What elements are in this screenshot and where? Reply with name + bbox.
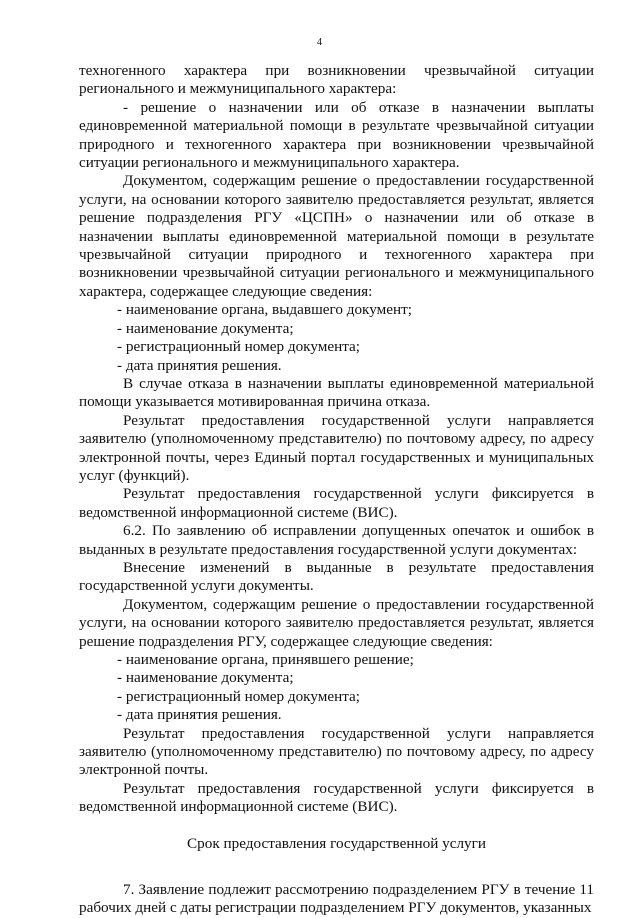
paragraph: 7. Заявление подлежит рассмотрению подразделением РГУ в течение 11 рабочих дней с даты регистрации подразделением РГУ документов, указанных xyxy=(79,881,594,917)
paragraph: Результат предоставления государственной услуги фиксируется в ведомственной информационной системе (ВИС). xyxy=(79,779,594,816)
list-item: - дата принятия решения. xyxy=(117,706,282,724)
paragraph: 6.2. По заявлению об исправлении допущенных опечаток и ошибок в выданных в результате предоставления государственной услуги документах: xyxy=(79,522,594,558)
paragraph: Результат предоставления государственной услуги направляется заявителю (уполномоченному представителю) по почтовому адресу, по адресу электронной почты. xyxy=(79,724,594,779)
list-item: - наименование органа, принявшего решение; xyxy=(117,651,414,668)
page-number: 4 xyxy=(317,37,322,48)
list-item: - регистрационный номер документа; xyxy=(117,338,360,356)
section-heading: Срок предоставления государственной услуги xyxy=(187,834,486,852)
document-body xyxy=(79,62,594,918)
list-item: - наименование документа; xyxy=(117,319,294,337)
paragraph: Результат предоставления государственной услуги фиксируется в ведомственной информационной системе (ВИС). xyxy=(79,485,594,521)
list-item: - наименование органа, выдавшего документ; xyxy=(117,301,412,319)
paragraph: Результат предоставления государственной услуги направляется заявителю (уполномоченному представителю) по почтовому адресу, по адресу электронной почты, через Единый портал государственных и муниципальных услуг (функций). xyxy=(79,411,594,484)
list-item: - наименование документа; xyxy=(117,669,294,687)
list-item: - дата принятия решения. xyxy=(117,356,282,374)
paragraph: - решение о назначении или об отказе в назначении выплаты единовременной материальной помощи в результате чрезвычайной ситуации природного и техногенного характера при возникновении чрезвычайной ситуации регионального и межмуниципального характера. xyxy=(79,98,594,172)
paragraph: Документом, содержащим решение о предоставлении государственной услуги, на основании которого заявителю предоставляется результат, является решение подразделения РГУ «ЦСПН» о назначении или об отказе в назначении выплаты единовременной материальной помощи в результате чрезвычайной ситуации природного и техногенного характера при возникновении чрезвычайной ситуации регионального и межмуниципального характера, содержащее следующие сведения: xyxy=(79,172,594,300)
paragraph: Внесение изменений в выданные в результате предоставления государственной услуги документы. xyxy=(79,558,594,595)
list-item: - регистрационный номер документа; xyxy=(117,687,360,705)
paragraph: В случае отказа в назначении выплаты единовременной материальной помощи указывается мотивированная причина отказа. xyxy=(79,374,594,411)
paragraph: Документом, содержащим решение о предоставлении государственной услуги, на основании которого заявителю предоставляется результат, является решение подразделения РГУ, содержащее следующие сведения: xyxy=(79,595,594,650)
paragraph: техногенного характера при возникновении чрезвычайной ситуации регионального и межмуниципального характера: xyxy=(79,62,594,98)
